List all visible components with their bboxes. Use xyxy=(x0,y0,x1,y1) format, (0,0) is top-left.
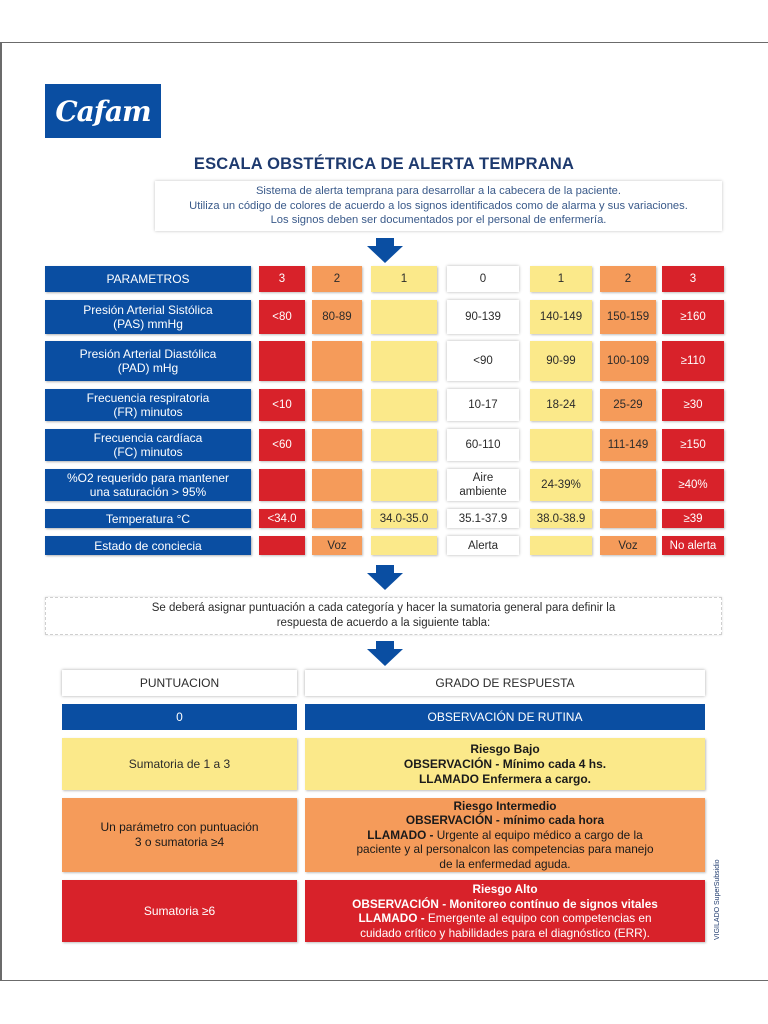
low-risk-call: LLAMADO Enfermera a cargo. xyxy=(418,771,592,786)
score-header-cell: 1 xyxy=(530,266,592,292)
scale-value-cell: 111-149 xyxy=(600,429,656,461)
intermediate-score-line: 3 o sumatoria ≥4 xyxy=(134,835,225,849)
parameter-label-line: Presión Arterial Diastólica xyxy=(79,347,217,361)
parameter-label xyxy=(45,536,251,555)
parameter-label-line: (FR) minutos xyxy=(113,405,183,419)
intermediate-risk-call: LLAMADO - Urgente al equipo médico a cargo de la xyxy=(367,827,643,842)
scale-value-cell: 60-110 xyxy=(447,429,519,461)
grado-respuesta-header: GRADO DE RESPUESTA xyxy=(305,670,705,696)
intermediate-risk-response-cell xyxy=(305,798,705,872)
scale-value-cell xyxy=(530,536,592,555)
parameter-label xyxy=(45,509,251,528)
scale-value-cell: 80-89 xyxy=(312,300,362,334)
page-title: ESCALA OBSTÉTRICA DE ALERTA TEMPRANA xyxy=(193,155,575,173)
parameter-label xyxy=(45,469,251,501)
scale-value-cell xyxy=(371,389,437,421)
parameter-label-line: %O2 requerido para mantener xyxy=(66,471,230,485)
parameter-label-line: (PAD) mHg xyxy=(117,361,179,375)
intro-line: Los signos deben ser documentados por el personal de enfermería. xyxy=(270,214,607,226)
score-header-cell: 0 xyxy=(447,266,519,292)
score-header-cell: 3 xyxy=(662,266,724,292)
scale-value-cell: No alerta xyxy=(662,536,724,555)
scale-value-cell: Voz xyxy=(312,536,362,555)
scale-value-cell xyxy=(259,536,305,555)
instructions-line: Se deberá asignar puntuación a cada categoría y hacer la sumatoria general para definir la xyxy=(151,602,616,614)
scale-value-cell xyxy=(312,469,362,501)
scale-value-cell: 35.1-37.9 xyxy=(447,509,519,528)
scale-value-cell xyxy=(371,300,437,334)
intermediate-score-line: Un parámetro con puntuación xyxy=(100,820,259,834)
vigilado-supersubsidio-text: VIGILADO SuperSubsidio xyxy=(714,859,721,940)
intro-line: Utiliza un código de colores de acuerdo a los signos identificados como de alarma y sus variaciones. xyxy=(189,199,688,212)
scale-value-cell: <10 xyxy=(259,389,305,421)
intermediate-risk-call-line: de la enfermedad aguda. xyxy=(439,856,571,871)
scale-value-cell xyxy=(600,469,656,501)
scale-value-cell: 24-39% xyxy=(530,469,592,501)
score-header-cell: 2 xyxy=(600,266,656,292)
score-header-cell: 3 xyxy=(259,266,305,292)
scale-value-cell: 150-159 xyxy=(600,300,656,334)
parameter-label xyxy=(45,429,251,461)
high-risk-observation: OBSERVACIÓN - Monitoreo contínuo de signos vitales xyxy=(352,896,658,911)
parameter-label-line: Estado de conciecia xyxy=(94,538,202,553)
scale-value-cell: <60 xyxy=(259,429,305,461)
low-risk-score-cell: Sumatoria de 1 a 3 xyxy=(62,738,297,790)
scale-value-cell: ≥110 xyxy=(662,341,724,381)
parameter-label xyxy=(45,389,251,421)
parameter-label-line: Frecuencia cardíaca xyxy=(93,431,203,445)
scale-value-cell xyxy=(371,536,437,555)
scale-value-cell: ≥30 xyxy=(662,389,724,421)
scale-value-cell: ≥39 xyxy=(662,509,724,528)
scale-value-cell: 38.0-38.9 xyxy=(530,509,592,528)
high-risk-call: LLAMADO - Emergente al equipo con competencias en xyxy=(358,911,652,925)
parameter-label-line: Frecuencia respiratoria xyxy=(86,391,210,405)
scale-value-cell: Aire ambiente xyxy=(447,469,519,501)
high-risk-call-line: cuidado crítico y habilidades para el diagnóstico (ERR). xyxy=(360,925,650,940)
scale-value-cell: Voz xyxy=(600,536,656,555)
instructions-box xyxy=(45,597,722,635)
parameter-label xyxy=(45,300,251,334)
scale-value-cell: <34.0 xyxy=(259,509,305,528)
parameter-label-line: Temperatura °C xyxy=(105,511,191,526)
scale-value-cell: <80 xyxy=(259,300,305,334)
puntuacion-header: PUNTUACION xyxy=(62,670,297,696)
high-risk-response-cell xyxy=(305,880,705,942)
score-header-cell: 1 xyxy=(371,266,437,292)
scale-value-cell xyxy=(371,469,437,501)
scale-value-cell: ≥40% xyxy=(662,469,724,501)
low-risk-response-cell xyxy=(305,738,705,790)
intro-line: Sistema de alerta temprana para desarrollar a la cabecera de la paciente. xyxy=(255,185,622,197)
intermediate-risk-title: Riesgo Intermedio xyxy=(453,798,557,813)
down-arrow-icon xyxy=(367,565,403,591)
parameter-label-line: (FC) minutos xyxy=(113,445,183,459)
low-risk-title: Riesgo Bajo xyxy=(470,741,540,756)
scale-value-cell: 90-99 xyxy=(530,341,592,381)
scale-value-cell xyxy=(259,469,305,501)
scale-value-cell xyxy=(312,429,362,461)
scale-value-cell xyxy=(312,509,362,528)
scale-value-cell: 140-149 xyxy=(530,300,592,334)
scale-value-cell: 18-24 xyxy=(530,389,592,421)
scale-value-cell xyxy=(530,429,592,461)
high-risk-title: Riesgo Alto xyxy=(472,882,538,896)
intermediate-risk-observation: OBSERVACIÓN - mínimo cada hora xyxy=(405,813,605,828)
low-risk-observation: OBSERVACIÓN - Mínimo cada 4 hs. xyxy=(403,756,607,771)
scale-value-cell: ≥150 xyxy=(662,429,724,461)
scale-value-cell: 25-29 xyxy=(600,389,656,421)
intermediate-risk-call-line: paciente y al personalcon las competencias para manejo xyxy=(356,842,654,857)
parametros-header: PARAMETROS xyxy=(45,266,251,292)
routine-observation-cell: OBSERVACIÓN DE RUTINA xyxy=(305,704,705,730)
scale-value-cell: ≥160 xyxy=(662,300,724,334)
intermediate-risk-score-cell xyxy=(62,798,297,872)
scale-value-cell xyxy=(312,389,362,421)
intro-box xyxy=(155,181,722,231)
scale-value-cell xyxy=(371,341,437,381)
parameter-label-line: una saturación > 95% xyxy=(89,485,207,499)
scale-value-cell xyxy=(600,509,656,528)
scale-value-cell xyxy=(371,429,437,461)
parameter-label-line: Presión Arterial Sistólica xyxy=(83,303,213,317)
down-arrow-icon xyxy=(367,238,403,264)
parameter-label xyxy=(45,341,251,381)
scale-value-cell: <90 xyxy=(447,341,519,381)
scale-value-cell: 100-109 xyxy=(600,341,656,381)
scale-value-cell: 90-139 xyxy=(447,300,519,334)
cafam-logo: Cafam xyxy=(45,84,161,138)
high-risk-score-cell: Sumatoria ≥6 xyxy=(62,880,297,942)
scale-value-cell xyxy=(312,341,362,381)
down-arrow-icon xyxy=(367,641,403,667)
scale-value-cell: 34.0-35.0 xyxy=(371,509,437,528)
score-header-cell: 2 xyxy=(312,266,362,292)
scale-value-cell: Alerta xyxy=(447,536,519,555)
scale-value-cell xyxy=(259,341,305,381)
parameter-label-line: (PAS) mmHg xyxy=(113,317,183,331)
scale-value-cell: 10-17 xyxy=(447,389,519,421)
score-zero-cell: 0 xyxy=(62,704,297,730)
page-frame-left xyxy=(0,42,2,981)
instructions-line: respuesta de acuerdo a la siguiente tabla: xyxy=(276,617,491,629)
